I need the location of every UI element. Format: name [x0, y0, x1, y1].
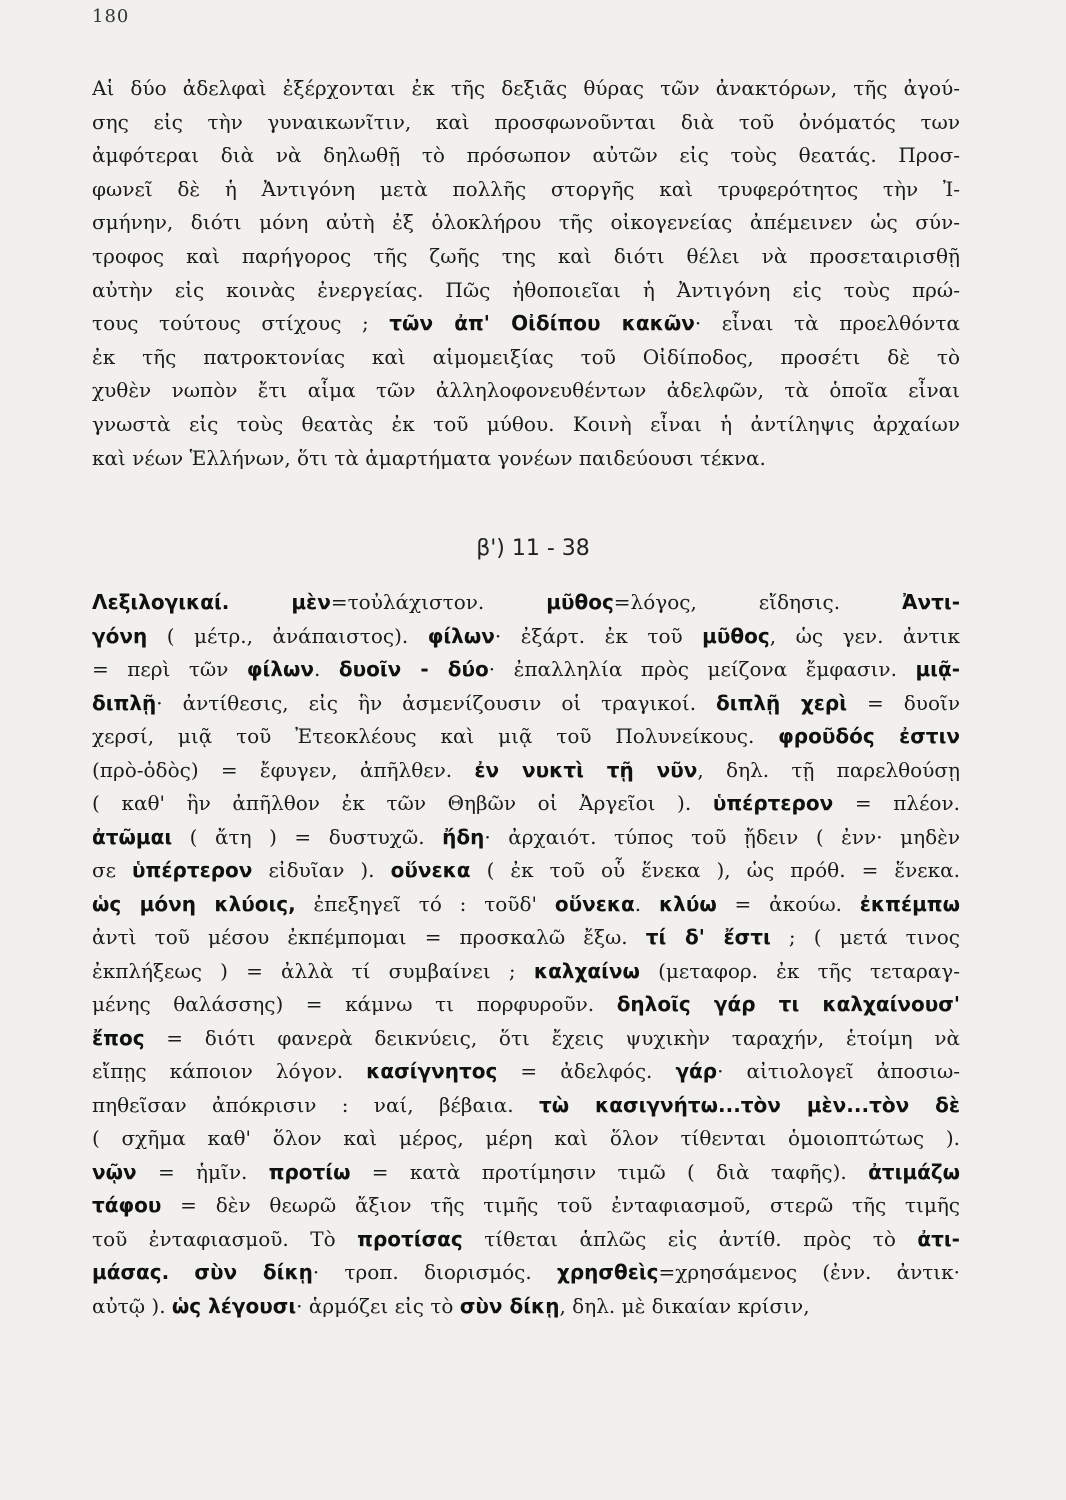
intro-line: γνωστὰ εἰς τοὺς θεατὰς ἐκ τοῦ μύθου. Κοινὴ εἶναι ἡ ἀντίληψις ἀρχαίων: [92, 411, 960, 436]
intro-line: σης εἰς τὴν γυναικωνῖτιν, καὶ προσφωνοῦνται διὰ τοῦ ὀνόματός των: [92, 109, 960, 134]
page-number: 180: [92, 6, 130, 27]
glossary-line: ἔπος = διότι φανερὰ δεικνύεις, ὅτι ἔχεις ψυχικὴν ταραχήν, ἑτοίμη νὰ: [92, 1025, 960, 1050]
glossary-line: σε ὑπέρτερον εἰδυῖαν ). οὕνεκα ( ἐκ τοῦ οὗ ἕνεκα ), ὡς πρόθ. = ἕνεκα.: [92, 858, 960, 882]
glossary-line: νῷν = ἡμῖν. προτίω = κατὰ προτίμησιν τιμῶ ( διὰ ταφῆς). ἀτιμάζω: [92, 1159, 960, 1184]
intro-paragraph: [92, 72, 960, 475]
glossary-line: (πρὸ-ὁδὸς) = ἔφυγεν, ἀπῆλθεν. ἐν νυκτὶ τῇ νῦν, δηλ. τῇ παρελθούσῃ: [92, 757, 960, 782]
intro-line: ἐκ τῆς πατροκτονίας καὶ αἱμομειξίας τοῦ Οἰδίποδος, προσέτι δὲ τὸ: [92, 344, 960, 369]
section-heading: β') 11 - 38: [476, 536, 590, 561]
intro-line: σμήνην, διότι μόνη αὐτὴ ἐξ ὁλοκλήρου τῆς οἰκογενείας ἀπέμεινεν ὡς σύν-: [92, 210, 960, 235]
intro-line: καὶ νέων Ἑλλήνων, ὅτι τὰ ἁμαρτήματα γονέων παιδεύουσι τέκνα.: [92, 445, 766, 470]
intro-line: αὐτὴν εἰς κοινὰς ἐνεργείας. Πῶς ἠθοποιεῖαι ἡ Ἀντιγόνη εἰς τοὺς πρώ-: [92, 277, 960, 302]
glossary-line: ( καθ' ἣν ἀπῆλθον ἐκ τῶν Θηβῶν οἱ Ἀργεῖοι ). ὑπέρτερον = πλέον.: [92, 791, 960, 815]
glossary-line: = περὶ τῶν φίλων. δυοῖν - δύο· ἐπαλληλία πρὸς μείζονα ἔμφασιν. μιᾷ-: [92, 657, 960, 681]
glossary-line: εἴπῃς κάποιον λόγον. κασίγνητος = ἀδελφός. γάρ· αἰτιολογεῖ ἀποσιω-: [92, 1059, 960, 1083]
glossary-line: πηθεῖσαν ἀπόκρισιν : ναί, βέβαια. τὼ κασιγνήτω...τὸν μὲν...τὸν δὲ: [92, 1092, 960, 1117]
glossary-line: γόνη ( μέτρ., ἀνάπαιστος). φίλων· ἐξάρτ. ἐκ τοῦ μῦθος, ὡς γεν. ἀντικ: [92, 623, 960, 648]
glossary-line: ἐκπλήξεως ) = ἀλλὰ τί συμβαίνει ; καλχαίνω (μεταφορ. ἐκ τῆς τεταραγ-: [92, 958, 960, 983]
intro-line: ἀμφότεραι διὰ νὰ δηλωθῇ τὸ πρόσωπον αὐτῶν εἰς τοὺς θεατάς. Προσ-: [92, 143, 960, 168]
glossary-line: χερσί, μιᾷ τοῦ Ἐτεοκλέους καὶ μιᾷ τοῦ Πολυνείκους. φροῦδός ἐστιν: [92, 724, 960, 748]
glossary-line: Λεξιλογικαί. μὲν=τοὐλάχιστον. μῦθος=λόγος, εἴδησις. Ἀντι-: [92, 590, 960, 614]
glossary-line: μάσας. σὺν δίκῃ· τροπ. διορισμός. χρησθεὶς=χρησάμενος (ἐνν. ἀντικ·: [92, 1260, 960, 1284]
glossary-line: διπλῇ· ἀντίθεσις, εἰς ἣν ἀσμενίζουσιν οἱ τραγικοί. διπλῇ χερὶ = δυοῖν: [92, 690, 960, 715]
glossary-line: αὐτῷ ). ὡς λέγουσι· ἁρμόζει εἰς τὸ σὺν δίκῃ, δηλ. μὲ δικαίαν κρίσιν,: [92, 1293, 810, 1318]
intro-line: φωνεῖ δὲ ἡ Ἀντιγόνη μετὰ πολλῆς στοργῆς καὶ τρυφερότητος τὴν Ἰ-: [92, 176, 960, 201]
intro-line: τροφος καὶ παρήγορος τῆς ζωῆς της καὶ διότι θέλει νὰ προσεταιρισθῇ: [92, 243, 960, 268]
intro-line: τους τούτους στίχους ; τῶν ἀπ' Οἰδίπου κακῶν· εἶναι τὰ προελθόντα: [92, 311, 960, 336]
intro-line: Αἱ δύο ἀδελφαὶ ἐξέρχονται ἐκ τῆς δεξιᾶς θύρας τῶν ἀνακτόρων, τῆς ἀγού-: [92, 76, 960, 100]
intro-line: χυθὲν νωπὸν ἔτι αἷμα τῶν ἀλληλοφονευθέντων ἀδελφῶν, τὰ ὁποῖα εἶναι: [92, 378, 960, 403]
glossary-line: ἀτῶμαι ( ἄτη ) = δυστυχῶ. ἤδη· ἀρχαιότ. τύπος τοῦ ᾔδειν ( ἐνν· μηδὲν: [92, 824, 960, 849]
glossary-line: τάφου = δὲν θεωρῶ ἄξιον τῆς τιμῆς τοῦ ἐνταφιασμοῦ, στερῶ τῆς τιμῆς: [92, 1193, 960, 1217]
glossary-line: μένης θαλάσσης) = κάμνω τι πορφυροῦν. δηλοῖς γάρ τι καλχαίνουσ': [92, 992, 960, 1016]
glossary-line: ( σχῆμα καθ' ὅλον καὶ μέρος, μέρη καὶ ὅλον τίθενται ὁμοιοπτώτως ).: [92, 1126, 960, 1150]
glossary-paragraph: [92, 586, 960, 1323]
glossary-line: τοῦ ἐνταφιασμοῦ. Τὸ προτίσας τίθεται ἁπλῶς εἰς ἀντίθ. πρὸς τὸ ἀτι-: [92, 1226, 960, 1251]
glossary-line: ἀντὶ τοῦ μέσου ἐκπέμπομαι = προσκαλῶ ἔξω. τί δ' ἔστι ; ( μετά τινος: [92, 925, 960, 949]
glossary-line: ὡς μόνη κλύοις, ἐπεξηγεῖ τό : τοῦδ' οὕνεκα. κλύω = ἀκούω. ἐκπέμπω: [92, 891, 960, 916]
